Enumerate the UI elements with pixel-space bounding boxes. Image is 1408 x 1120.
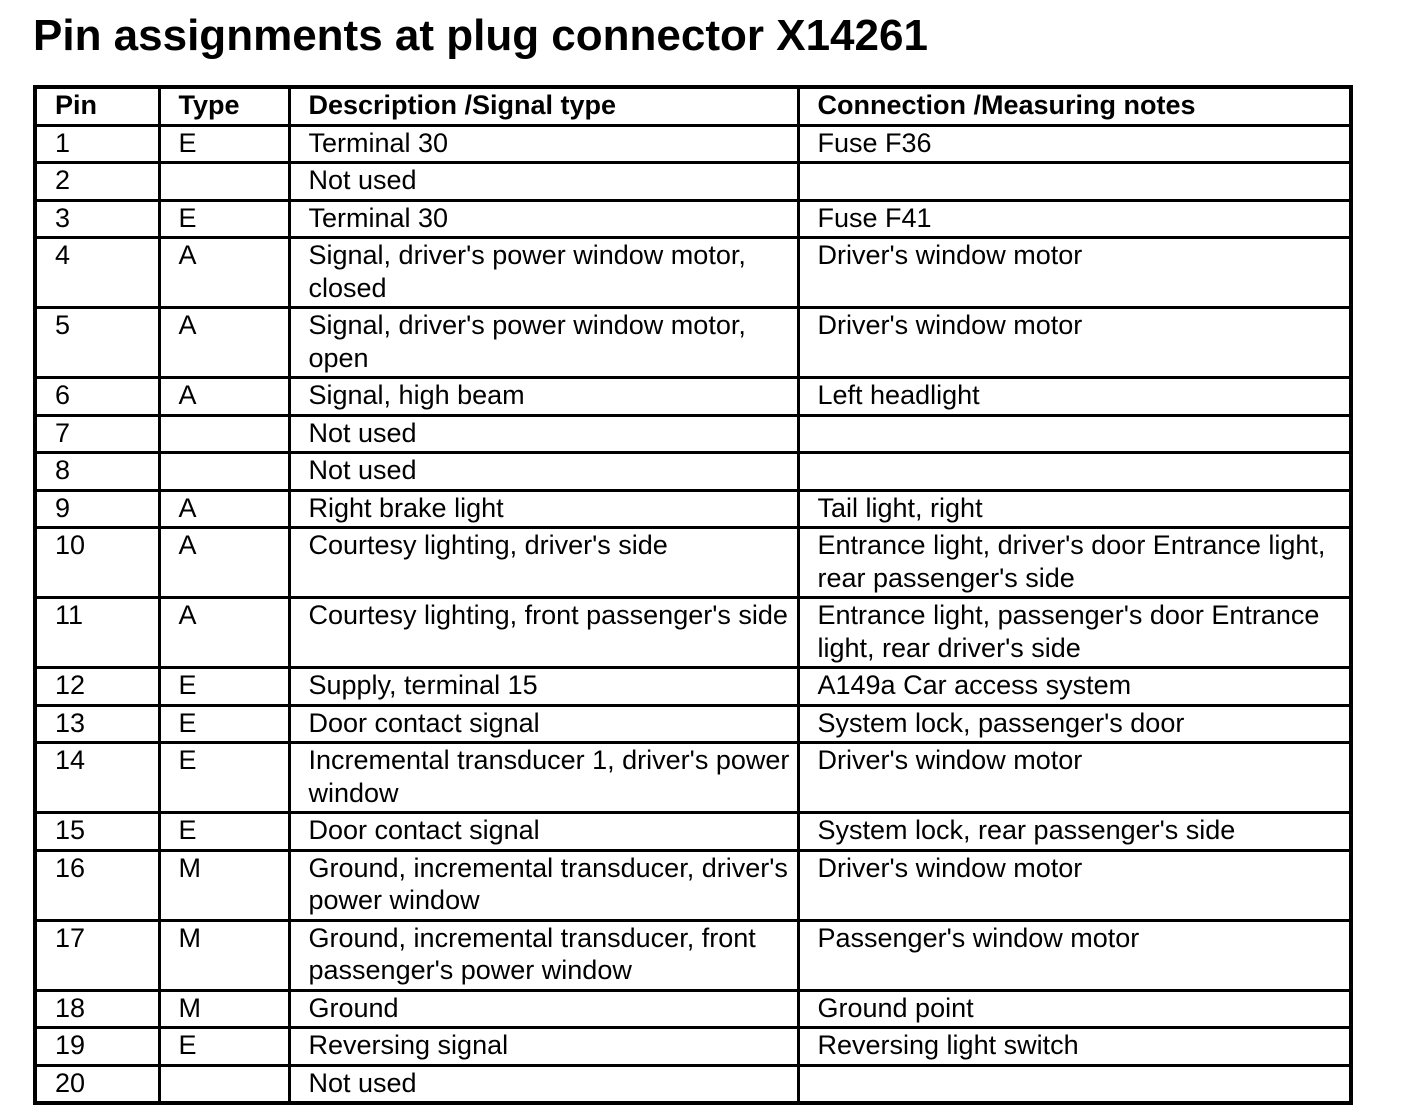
- cell-pin: 3: [35, 200, 159, 238]
- cell-type: [159, 1065, 289, 1103]
- table-body: [35, 125, 1351, 1103]
- cell-type: M: [159, 850, 289, 920]
- cell-connection: Ground point: [798, 990, 1351, 1028]
- cell-connection: [798, 415, 1351, 453]
- cell-pin: 11: [35, 598, 159, 668]
- cell-connection: Driver's window motor: [798, 238, 1351, 308]
- table-row: [35, 378, 1351, 416]
- cell-connection: Left headlight: [798, 378, 1351, 416]
- cell-pin: 20: [35, 1065, 159, 1103]
- cell-type: A: [159, 308, 289, 378]
- table-row: [35, 490, 1351, 528]
- cell-description: Not used: [289, 163, 798, 201]
- cell-pin: 8: [35, 453, 159, 491]
- cell-pin: 10: [35, 528, 159, 598]
- cell-connection: [798, 1065, 1351, 1103]
- cell-description: Not used: [289, 1065, 798, 1103]
- cell-connection: [798, 453, 1351, 491]
- table-row: [35, 308, 1351, 378]
- table-row: [35, 1065, 1351, 1103]
- cell-pin: 18: [35, 990, 159, 1028]
- cell-connection: Driver's window motor: [798, 743, 1351, 813]
- page-title: Pin assignments at plug connector X14261: [33, 11, 928, 60]
- cell-description: Not used: [289, 415, 798, 453]
- cell-pin: 5: [35, 308, 159, 378]
- table-row: [35, 163, 1351, 201]
- table-row: [35, 850, 1351, 920]
- table-row: [35, 743, 1351, 813]
- cell-type: A: [159, 238, 289, 308]
- cell-connection: Entrance light, driver's door Entrance light, rear passenger's side: [798, 528, 1351, 598]
- cell-connection: [798, 163, 1351, 201]
- table-row: [35, 668, 1351, 706]
- cell-connection: Driver's window motor: [798, 308, 1351, 378]
- cell-type: E: [159, 200, 289, 238]
- cell-connection: System lock, passenger's door: [798, 705, 1351, 743]
- cell-description: Courtesy lighting, driver's side: [289, 528, 798, 598]
- cell-pin: 7: [35, 415, 159, 453]
- cell-type: E: [159, 668, 289, 706]
- cell-pin: 17: [35, 920, 159, 990]
- cell-pin: 19: [35, 1028, 159, 1066]
- cell-description: Signal, driver's power window motor, closed: [289, 238, 798, 308]
- cell-type: A: [159, 528, 289, 598]
- cell-type: A: [159, 378, 289, 416]
- table-row: [35, 705, 1351, 743]
- cell-type: E: [159, 813, 289, 851]
- table-row: [35, 125, 1351, 163]
- cell-type: E: [159, 1028, 289, 1066]
- cell-type: E: [159, 743, 289, 813]
- cell-connection: Passenger's window motor: [798, 920, 1351, 990]
- cell-type: M: [159, 920, 289, 990]
- table-row: [35, 1028, 1351, 1066]
- table-row: [35, 238, 1351, 308]
- cell-pin: 13: [35, 705, 159, 743]
- cell-connection: A149a Car access system: [798, 668, 1351, 706]
- pin-assignment-table: [33, 85, 1353, 1105]
- cell-description: Door contact signal: [289, 813, 798, 851]
- table-row: [35, 453, 1351, 491]
- cell-connection: Entrance light, passenger's door Entrance light, rear driver's side: [798, 598, 1351, 668]
- cell-description: Terminal 30: [289, 125, 798, 163]
- cell-connection: Fuse F36: [798, 125, 1351, 163]
- cell-description: Signal, high beam: [289, 378, 798, 416]
- cell-connection: Reversing light switch: [798, 1028, 1351, 1066]
- cell-pin: 16: [35, 850, 159, 920]
- table-row: [35, 415, 1351, 453]
- table-row: [35, 920, 1351, 990]
- cell-description: Incremental transducer 1, driver's power window: [289, 743, 798, 813]
- cell-description: Not used: [289, 453, 798, 491]
- cell-pin: 9: [35, 490, 159, 528]
- cell-description: Reversing signal: [289, 1028, 798, 1066]
- cell-pin: 15: [35, 813, 159, 851]
- cell-pin: 4: [35, 238, 159, 308]
- cell-pin: 6: [35, 378, 159, 416]
- cell-connection: Fuse F41: [798, 200, 1351, 238]
- table-row: [35, 813, 1351, 851]
- table-row: [35, 990, 1351, 1028]
- cell-description: Courtesy lighting, front passenger's side: [289, 598, 798, 668]
- cell-type: [159, 415, 289, 453]
- header-type: Type: [159, 87, 289, 125]
- cell-pin: 14: [35, 743, 159, 813]
- header-connection: Connection /Measuring notes: [798, 87, 1351, 125]
- table-row: [35, 200, 1351, 238]
- cell-connection: Driver's window motor: [798, 850, 1351, 920]
- cell-type: E: [159, 125, 289, 163]
- cell-description: Supply, terminal 15: [289, 668, 798, 706]
- cell-connection: Tail light, right: [798, 490, 1351, 528]
- cell-pin: 2: [35, 163, 159, 201]
- cell-description: Right brake light: [289, 490, 798, 528]
- cell-description: Signal, driver's power window motor, open: [289, 308, 798, 378]
- cell-description: Ground: [289, 990, 798, 1028]
- cell-type: E: [159, 705, 289, 743]
- cell-type: [159, 453, 289, 491]
- cell-description: Ground, incremental transducer, driver's power window: [289, 850, 798, 920]
- cell-type: M: [159, 990, 289, 1028]
- cell-description: Door contact signal: [289, 705, 798, 743]
- cell-description: Ground, incremental transducer, front passenger's power window: [289, 920, 798, 990]
- header-description: Description /Signal type: [289, 87, 798, 125]
- cell-type: [159, 163, 289, 201]
- cell-description: Terminal 30: [289, 200, 798, 238]
- header-pin: Pin: [35, 87, 159, 125]
- cell-pin: 1: [35, 125, 159, 163]
- table-header-row: [35, 87, 1351, 125]
- cell-pin: 12: [35, 668, 159, 706]
- cell-connection: System lock, rear passenger's side: [798, 813, 1351, 851]
- table-row: [35, 528, 1351, 598]
- table-row: [35, 598, 1351, 668]
- cell-type: A: [159, 598, 289, 668]
- cell-type: A: [159, 490, 289, 528]
